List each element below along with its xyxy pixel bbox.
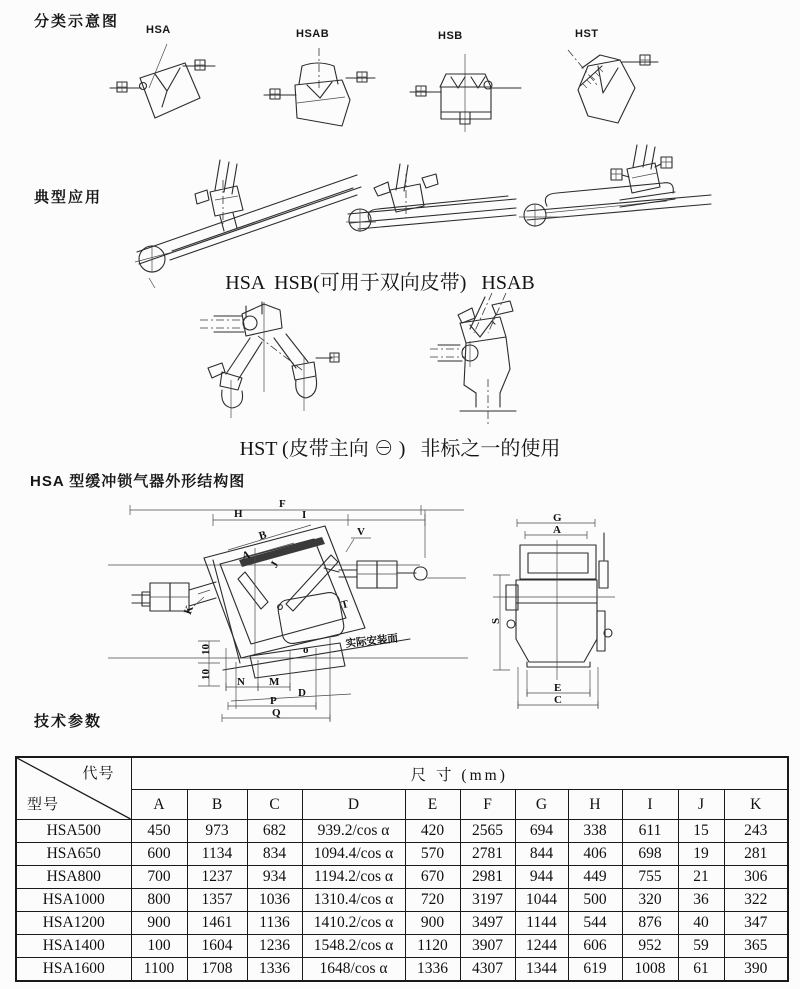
dim-t: T bbox=[339, 598, 351, 612]
dim-cell: 1194.2/cos α bbox=[302, 866, 405, 889]
dim-cell: 698 bbox=[622, 843, 678, 866]
dim-cell: 755 bbox=[622, 866, 678, 889]
model-cell: HSA650 bbox=[16, 843, 131, 866]
dim-cell: 21 bbox=[678, 866, 724, 889]
dim-cell: 844 bbox=[515, 843, 568, 866]
hsa-classification-sketch bbox=[105, 36, 217, 128]
dim-e: E bbox=[554, 682, 562, 694]
dim-cell: 900 bbox=[405, 912, 460, 935]
dim-cell: 338 bbox=[568, 820, 622, 843]
dim-cell: 4307 bbox=[460, 958, 515, 982]
dim-cell: 1100 bbox=[131, 958, 187, 982]
dim-s: S bbox=[490, 617, 502, 624]
app-horizontal-conveyor2-sketch bbox=[515, 143, 725, 253]
dim-p: P bbox=[270, 695, 277, 707]
dim-cell: 800 bbox=[131, 889, 187, 912]
dim-cell: 1134 bbox=[187, 843, 247, 866]
mounting-face-label: 实际安装面 bbox=[345, 632, 399, 650]
dim-cell: 2565 bbox=[460, 820, 515, 843]
dim-cell: 320 bbox=[622, 889, 678, 912]
structure-side-view bbox=[488, 512, 623, 712]
dim-10b: 10 bbox=[200, 669, 212, 680]
dim-cell: 1044 bbox=[515, 889, 568, 912]
dim-cell: 1604 bbox=[187, 935, 247, 958]
table-row bbox=[16, 935, 788, 958]
dim-cell: 61 bbox=[678, 958, 724, 982]
dim-cell: 100 bbox=[131, 935, 187, 958]
dim-cell: 694 bbox=[515, 820, 568, 843]
class-label-hsb: HSB bbox=[438, 30, 463, 42]
column-header: K bbox=[724, 790, 788, 820]
table-corner-cell bbox=[16, 757, 131, 820]
dim-cell: 2781 bbox=[460, 843, 515, 866]
table-row bbox=[16, 912, 788, 935]
belt-type-caption: HSA HSB(可用于双向皮带) HSAB bbox=[225, 272, 535, 294]
dim-cell: 1120 bbox=[405, 935, 460, 958]
structure-front-view bbox=[108, 498, 473, 726]
model-cell: HSA800 bbox=[16, 866, 131, 889]
dim-j: J bbox=[268, 559, 282, 571]
column-header: G bbox=[515, 790, 568, 820]
dim-cell: 1336 bbox=[247, 958, 302, 982]
dim-k: K bbox=[181, 604, 197, 617]
dim-c: C bbox=[554, 694, 562, 706]
class-label-hsa: HSA bbox=[146, 24, 171, 36]
column-header: C bbox=[247, 790, 302, 820]
spec-table bbox=[15, 756, 789, 982]
column-header: I bbox=[622, 790, 678, 820]
dim-a-front: A bbox=[240, 548, 252, 563]
dim-cell: 36 bbox=[678, 889, 724, 912]
dim-cell: 619 bbox=[568, 958, 622, 982]
y-chute-sketch bbox=[200, 296, 350, 431]
dim-cell: 611 bbox=[622, 820, 678, 843]
dim-cell: 1008 bbox=[622, 958, 678, 982]
dim-cell: 365 bbox=[724, 935, 788, 958]
dim-cell: 944 bbox=[515, 866, 568, 889]
table-row bbox=[16, 820, 788, 843]
dim-cell: 1237 bbox=[187, 866, 247, 889]
parameters-title: 技术参数 bbox=[34, 713, 103, 730]
dim-cell: 720 bbox=[405, 889, 460, 912]
dim-cell: 606 bbox=[568, 935, 622, 958]
table-row bbox=[16, 958, 788, 982]
dim-cell: 59 bbox=[678, 935, 724, 958]
table-row bbox=[16, 866, 788, 889]
dim-cell: 1708 bbox=[187, 958, 247, 982]
dim-cell: 939.2/cos α bbox=[302, 820, 405, 843]
dim-cell: 1548.2/cos α bbox=[302, 935, 405, 958]
dim-cell: 3197 bbox=[460, 889, 515, 912]
dim-cell: 570 bbox=[405, 843, 460, 866]
dim-cell: 952 bbox=[622, 935, 678, 958]
dim-cell: 40 bbox=[678, 912, 724, 935]
classification-title: 分类示意图 bbox=[34, 13, 120, 30]
dim-cell: 2981 bbox=[460, 866, 515, 889]
model-cell: HSA1400 bbox=[16, 935, 131, 958]
dim-cell: 347 bbox=[724, 912, 788, 935]
dim-cell: 1136 bbox=[247, 912, 302, 935]
dim-cell: 1236 bbox=[247, 935, 302, 958]
column-header: J bbox=[678, 790, 724, 820]
dim-cell: 15 bbox=[678, 820, 724, 843]
application-title: 典型应用 bbox=[34, 189, 103, 206]
dim-cell: 19 bbox=[678, 843, 724, 866]
dim-cell: 450 bbox=[131, 820, 187, 843]
dim-cell: 1244 bbox=[515, 935, 568, 958]
dim-cell: 500 bbox=[568, 889, 622, 912]
model-cell: HSA1600 bbox=[16, 958, 131, 982]
dim-cell: 449 bbox=[568, 866, 622, 889]
dim-cell: 670 bbox=[405, 866, 460, 889]
dim-10a: 10 bbox=[200, 644, 212, 655]
table-row bbox=[16, 843, 788, 866]
dim-cell: 1336 bbox=[405, 958, 460, 982]
dim-cell: 281 bbox=[724, 843, 788, 866]
dim-m: M bbox=[269, 676, 280, 688]
hsab-classification-sketch bbox=[262, 40, 377, 135]
dim-a-side: A bbox=[553, 524, 561, 536]
column-header: A bbox=[131, 790, 187, 820]
dim-o: o bbox=[303, 644, 309, 656]
dim-cell: 900 bbox=[131, 912, 187, 935]
dim-b: B bbox=[257, 528, 269, 543]
dim-cell: 1648/cos α bbox=[302, 958, 405, 982]
dim-cell: 3907 bbox=[460, 935, 515, 958]
dim-cell: 973 bbox=[187, 820, 247, 843]
hst-classification-sketch bbox=[540, 38, 670, 138]
dim-g: G bbox=[553, 512, 562, 524]
dim-cell: 3497 bbox=[460, 912, 515, 935]
dim-cell: 682 bbox=[247, 820, 302, 843]
dim-i: I bbox=[302, 509, 307, 521]
column-header: F bbox=[460, 790, 515, 820]
column-header: H bbox=[568, 790, 622, 820]
dim-cell: 934 bbox=[247, 866, 302, 889]
table-row bbox=[16, 889, 788, 912]
class-label-hsab: HSAB bbox=[296, 28, 330, 40]
hsb-classification-sketch bbox=[408, 44, 523, 134]
dim-cell: 1144 bbox=[515, 912, 568, 935]
corner-label-code: 代号 bbox=[82, 766, 115, 782]
dim-cell: 1410.2/cos α bbox=[302, 912, 405, 935]
column-header: E bbox=[405, 790, 460, 820]
column-header-row bbox=[16, 790, 788, 820]
structure-title: HSA 型缓冲锁气器外形结构图 bbox=[30, 473, 246, 490]
dim-cell: 544 bbox=[568, 912, 622, 935]
dim-v: V bbox=[357, 526, 365, 538]
dim-n: N bbox=[237, 676, 245, 688]
class-label-hst: HST bbox=[575, 28, 599, 40]
app-horizontal-conveyor-sketch bbox=[338, 162, 528, 262]
hst-note-caption: HST (皮带主向 ⊖ ) 非标之一的使用 bbox=[239, 438, 561, 460]
corner-label-model: 型号 bbox=[27, 797, 60, 813]
column-header: B bbox=[187, 790, 247, 820]
dim-cell: 1461 bbox=[187, 912, 247, 935]
dim-cell: 1094.4/cos α bbox=[302, 843, 405, 866]
column-header: D bbox=[302, 790, 405, 820]
hsab-chute-sketch bbox=[430, 293, 575, 433]
dim-cell: 390 bbox=[724, 958, 788, 982]
dim-d: D bbox=[298, 687, 306, 699]
dim-cell: 322 bbox=[724, 889, 788, 912]
dim-q: Q bbox=[272, 707, 281, 719]
dim-cell: 306 bbox=[724, 866, 788, 889]
model-cell: HSA1200 bbox=[16, 912, 131, 935]
dim-cell: 406 bbox=[568, 843, 622, 866]
spec-table-body bbox=[16, 820, 788, 982]
dim-h: H bbox=[234, 508, 243, 520]
model-cell: HSA1000 bbox=[16, 889, 131, 912]
dimension-header: 尺 寸 (mm) bbox=[131, 757, 788, 790]
dim-cell: 834 bbox=[247, 843, 302, 866]
dim-cell: 1036 bbox=[247, 889, 302, 912]
model-cell: HSA500 bbox=[16, 820, 131, 843]
dim-cell: 876 bbox=[622, 912, 678, 935]
dim-cell: 1357 bbox=[187, 889, 247, 912]
dim-cell: 243 bbox=[724, 820, 788, 843]
dim-cell: 1344 bbox=[515, 958, 568, 982]
dim-cell: 420 bbox=[405, 820, 460, 843]
dim-f: F bbox=[279, 498, 286, 510]
dim-cell: 1310.4/cos α bbox=[302, 889, 405, 912]
dim-cell: 700 bbox=[131, 866, 187, 889]
dim-cell: 600 bbox=[131, 843, 187, 866]
